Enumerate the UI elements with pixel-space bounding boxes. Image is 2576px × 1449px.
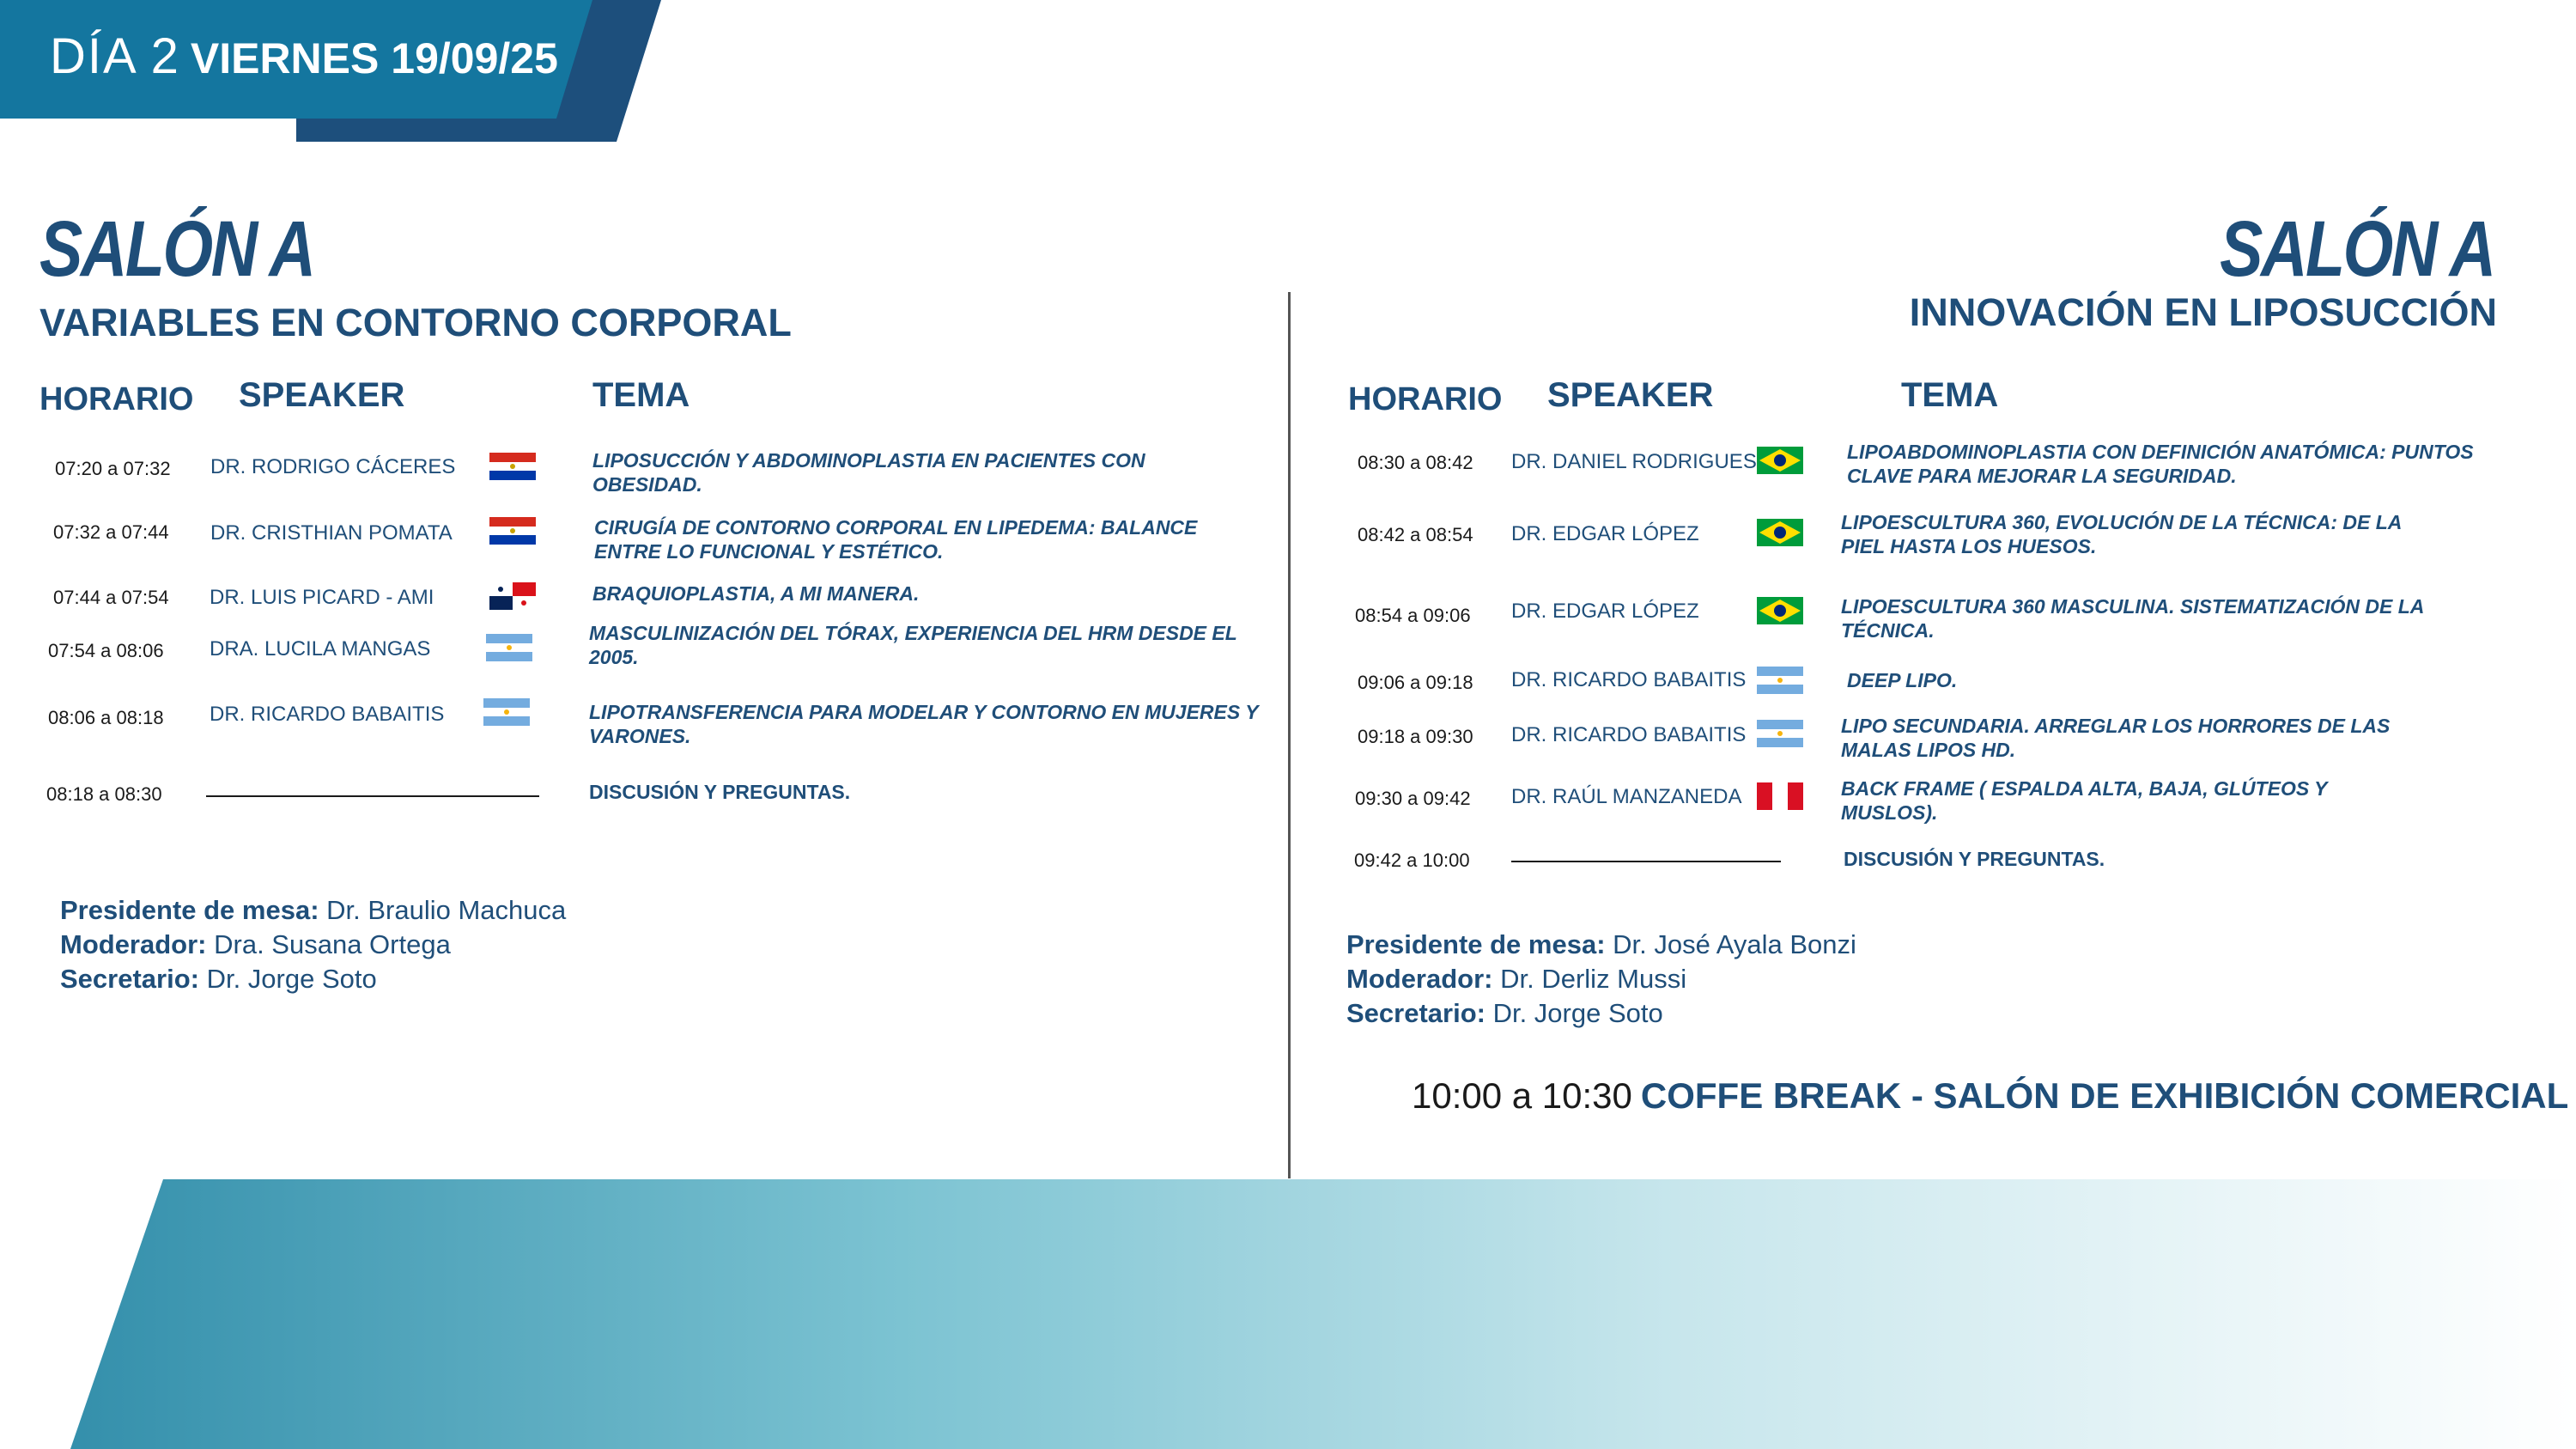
left-header-horario: HORARIO	[39, 381, 194, 417]
argentina-flag-icon	[486, 634, 532, 661]
secretario-label: Secretario:	[60, 964, 199, 994]
schedule-time: 08:54 a 09:06	[1355, 605, 1471, 626]
date-label: VIERNES 19/09/25	[190, 34, 558, 82]
peru-flag-icon	[1757, 782, 1803, 810]
session-staff	[60, 893, 566, 996]
speaker-name: DR. RICARDO BABAITIS	[210, 703, 445, 726]
left-header-tema: TEMA	[592, 376, 690, 414]
speaker-name: DRA. LUCILA MANGAS	[210, 637, 431, 661]
column-divider	[1288, 292, 1291, 1178]
presidente-name: Dr. Braulio Machuca	[319, 895, 567, 925]
talk-topic: LIPOESCULTURA 360 MASCULINA. SISTEMATIZACIÓN DE LA TÉCNICA.	[1841, 595, 2424, 642]
talk-topic: BRAQUIOPLASTIA, A MI MANERA.	[592, 582, 920, 605]
speaker-name: DR. CRISTHIAN POMATA	[210, 521, 453, 545]
talk-topic: LIPOSUCCIÓN Y ABDOMINOPLASTIA EN PACIENTES CON OBESIDAD.	[592, 449, 1145, 496]
footer-gradient-band	[0, 1179, 2576, 1449]
speaker-name: DR. LUIS PICARD - AMI	[210, 586, 434, 609]
coffee-break-notice	[1412, 1075, 2568, 1117]
panama-flag-icon	[489, 582, 536, 610]
right-header-horario: HORARIO	[1348, 381, 1503, 417]
right-session-subtitle: INNOVACIÓN EN LIPOSUCCIÓN	[1909, 290, 2497, 334]
left-session-subtitle: VARIABLES EN CONTORNO CORPORAL	[39, 301, 792, 344]
schedule-time: 08:06 a 08:18	[48, 707, 164, 728]
schedule-time: 07:20 a 07:32	[55, 458, 171, 479]
paraguay-flag-icon	[489, 453, 536, 480]
schedule-time: 08:18 a 08:30	[46, 783, 162, 805]
moderador-label: Moderador:	[1346, 964, 1493, 994]
presidente-name: Dr. José Ayala Bonzi	[1605, 929, 1856, 959]
talk-topic: DEEP LIPO.	[1847, 669, 1958, 691]
argentina-flag-icon	[483, 698, 530, 726]
left-header-speaker: SPEAKER	[239, 376, 405, 414]
brazil-flag-icon	[1757, 519, 1803, 546]
schedule-time: 08:30 a 08:42	[1358, 452, 1473, 473]
schedule-time: 09:18 a 09:30	[1358, 726, 1473, 747]
brazil-flag-icon	[1757, 447, 1803, 474]
secretario-label: Secretario:	[1346, 998, 1485, 1028]
talk-topic: DISCUSIÓN Y PREGUNTAS.	[1844, 848, 2105, 870]
talk-topic: BACK FRAME ( ESPALDA ALTA, BAJA, GLÚTEOS Y MUSLOS).	[1841, 777, 2328, 824]
talk-topic: DISCUSIÓN Y PREGUNTAS.	[589, 781, 851, 803]
secretario-name: Dr. Jorge Soto	[1485, 998, 1663, 1028]
speaker-name: DR. RICARDO BABAITIS	[1511, 723, 1747, 746]
speaker-name: DR. EDGAR LÓPEZ	[1511, 522, 1699, 545]
presidente-label: Presidente de mesa:	[1346, 929, 1606, 959]
session-staff	[1346, 928, 1856, 1031]
speaker-name: DR. RODRIGO CÁCERES	[210, 455, 456, 478]
secretario-name: Dr. Jorge Soto	[198, 964, 377, 994]
right-header-speaker: SPEAKER	[1547, 376, 1714, 414]
day-heading	[50, 27, 558, 85]
speaker-name: DR. RAÚL MANZANEDA	[1511, 785, 1742, 808]
talk-topic: LIPO SECUNDARIA. ARREGLAR LOS HORRORES DE LAS MALAS LIPOS HD.	[1841, 715, 2391, 761]
argentina-flag-icon	[1757, 720, 1803, 747]
coffee-break-label: COFFE BREAK - SALÓN DE EXHIBICIÓN COMERCIAL	[1640, 1075, 2569, 1116]
speaker-name: DR. EDGAR LÓPEZ	[1511, 600, 1699, 623]
moderador-label: Moderador:	[60, 929, 207, 959]
argentina-flag-icon	[1757, 667, 1803, 694]
speaker-name: DR. RICARDO BABAITIS	[1511, 668, 1747, 691]
schedule-time: 07:54 a 08:06	[48, 640, 164, 661]
talk-topic: LIPOTRANSFERENCIA PARA MODELAR Y CONTORNO EN MUJERES Y VARONES.	[589, 701, 1259, 747]
moderador-name: Dra. Susana Ortega	[206, 929, 451, 959]
coffee-break-time: 10:00 a 10:30	[1412, 1075, 1632, 1116]
speaker-name: DR. DANIEL RODRIGUES	[1511, 450, 1757, 473]
schedule-time: 07:32 a 07:44	[53, 521, 169, 543]
day-label: DÍA 2	[50, 28, 180, 84]
talk-topic: CIRUGÍA DE CONTORNO CORPORAL EN LIPEDEMA: BALANCE ENTRE LO FUNCIONAL Y ESTÉTICO.	[594, 516, 1198, 563]
talk-topic: LIPOABDOMINOPLASTIA CON DEFINICIÓN ANATÓMICA: PUNTOS CLAVE PARA MEJORAR LA SEGURIDAD.	[1847, 441, 2474, 487]
schedule-time: 09:42 a 10:00	[1354, 849, 1470, 871]
schedule-time: 07:44 a 07:54	[53, 587, 169, 608]
brazil-flag-icon	[1757, 597, 1803, 624]
talk-topic: MASCULINIZACIÓN DEL TÓRAX, EXPERIENCIA DEL HRM DESDE EL 2005.	[589, 622, 1237, 668]
presidente-label: Presidente de mesa:	[60, 895, 319, 925]
right-salon-title: SALÓN A	[2220, 205, 2494, 293]
paraguay-flag-icon	[489, 517, 536, 545]
schedule-time: 08:42 a 08:54	[1358, 524, 1473, 545]
left-salon-title: SALÓN A	[39, 205, 314, 293]
right-header-tema: TEMA	[1901, 376, 1999, 414]
speaker-placeholder-line	[1511, 861, 1781, 862]
schedule-time: 09:30 a 09:42	[1355, 788, 1471, 809]
speaker-placeholder-line	[206, 795, 539, 797]
schedule-time: 09:06 a 09:18	[1358, 672, 1473, 693]
talk-topic: LIPOESCULTURA 360, EVOLUCIÓN DE LA TÉCNICA: DE LA PIEL HASTA LOS HUESOS.	[1841, 511, 2402, 557]
moderador-name: Dr. Derliz Mussi	[1492, 964, 1687, 994]
